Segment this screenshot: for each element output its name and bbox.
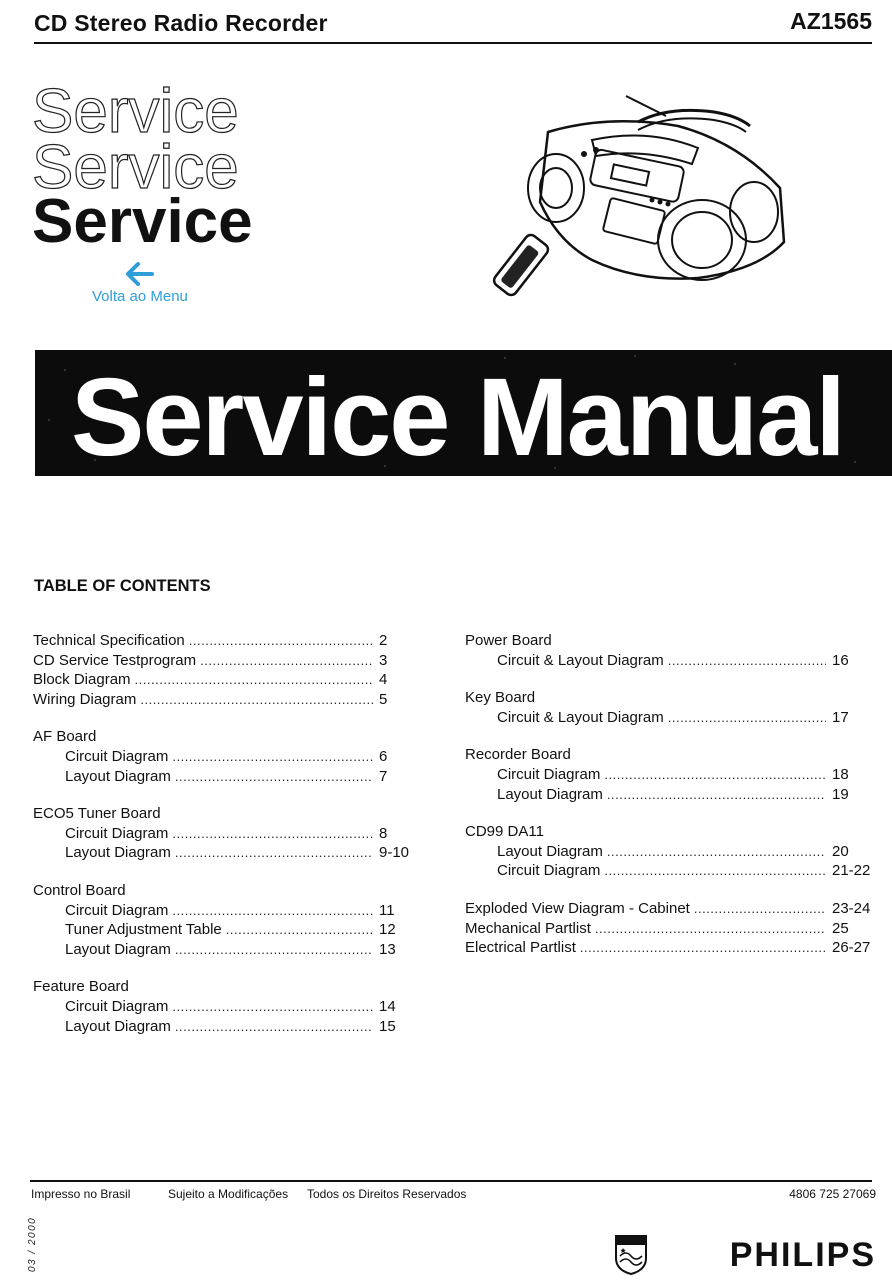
toc-dot-leader — [200, 651, 373, 671]
toc-entry-label[interactable]: Technical Specification — [33, 632, 185, 649]
toc-dot-leader — [175, 843, 373, 863]
toc-dot-leader — [668, 708, 826, 728]
toc-group — [465, 688, 878, 727]
toc-entry[interactable] — [465, 938, 878, 958]
toc-group-title: ECO5 Tuner Board — [33, 805, 161, 823]
footer-subject: Sujeito a Modificações — [168, 1187, 289, 1201]
toc-dot-leader — [580, 938, 826, 958]
toc-group-title: Key Board — [465, 689, 536, 707]
document-title: CD Stereo Radio Recorder — [34, 10, 328, 36]
service-outline-2: Service — [32, 133, 239, 202]
toc-entry[interactable] — [33, 670, 411, 690]
toc-entry-label[interactable]: Layout Diagram — [65, 767, 171, 785]
philips-shield-icon — [614, 1234, 648, 1276]
toc-entry[interactable] — [33, 651, 411, 671]
toc-group — [33, 727, 411, 786]
toc-group — [33, 631, 411, 709]
toc-group — [33, 881, 411, 959]
toc-entry-page: 25 — [832, 919, 849, 937]
toc-dot-leader — [175, 767, 373, 787]
toc-entry[interactable] — [33, 997, 411, 1017]
toc-entry-label[interactable]: Layout Diagram — [65, 1017, 171, 1035]
toc-dot-leader — [607, 785, 826, 805]
toc-dot-leader — [604, 861, 826, 881]
toc-entry[interactable] — [33, 747, 411, 767]
arrow-left-icon[interactable] — [126, 262, 154, 286]
toc-entry-page: 12 — [379, 921, 396, 939]
toc-heading: TABLE OF CONTENTS — [34, 577, 211, 595]
service-manual-banner — [35, 350, 892, 476]
service-solid: Service — [32, 187, 253, 256]
toc-entry-label[interactable]: Circuit Diagram — [65, 997, 169, 1015]
toc-entry[interactable] — [465, 708, 878, 728]
toc-entry[interactable] — [465, 651, 878, 671]
toc-entry-label[interactable]: Circuit Diagram — [65, 824, 169, 842]
toc-entry-page: 16 — [832, 651, 849, 669]
toc-entry[interactable] — [465, 899, 878, 919]
toc-entry[interactable] — [465, 765, 878, 785]
back-to-menu-label[interactable]: Volta ao Menu — [92, 288, 188, 305]
footer-document-code: 4806 725 27069 — [789, 1187, 876, 1201]
toc-entry-page: 18 — [832, 765, 849, 783]
toc-entry[interactable] — [33, 690, 411, 710]
toc-dot-leader — [604, 765, 826, 785]
boombox-remote-illustration — [488, 92, 788, 312]
toc-entry[interactable] — [465, 785, 878, 805]
toc-group — [465, 822, 878, 881]
toc-dot-leader — [189, 631, 373, 651]
toc-dot-leader — [175, 1017, 373, 1037]
toc-entry-label[interactable]: Tuner Adjustment Table — [65, 921, 222, 939]
footer-divider — [30, 1180, 872, 1182]
toc-entry-page: 14 — [379, 997, 396, 1015]
toc-entry-label[interactable]: Block Diagram — [33, 671, 131, 689]
toc-entry-page: 23-24 — [832, 899, 871, 917]
toc-entry-page: 15 — [379, 1017, 396, 1035]
toc-entry-page: 5 — [379, 690, 388, 708]
toc-group-title: Feature Board — [33, 978, 129, 996]
model-number: AZ1565 — [790, 8, 872, 34]
back-to-menu-link[interactable] — [92, 262, 212, 305]
toc-left-column — [33, 631, 411, 1054]
toc-dot-leader — [175, 940, 373, 960]
toc-entry[interactable] — [33, 843, 411, 863]
toc-entry-page: 4 — [379, 671, 388, 689]
toc-entry[interactable] — [33, 824, 411, 844]
toc-group — [465, 745, 878, 804]
toc-entry-page: 26-27 — [832, 939, 871, 957]
toc-entry[interactable] — [33, 940, 411, 960]
toc-entry-label[interactable]: Layout Diagram — [497, 785, 603, 803]
toc-entry[interactable] — [33, 901, 411, 921]
banner-title: Service Manual — [71, 356, 844, 476]
service-outline-1: Service — [32, 77, 239, 146]
philips-logo: PHILIPS — [729, 1236, 876, 1274]
toc-entry-page: 11 — [379, 901, 395, 919]
toc-entry-label[interactable]: Circuit Diagram — [497, 765, 601, 783]
toc-entry-label[interactable]: Layout Diagram — [65, 940, 171, 958]
toc-entry-page: 19 — [832, 785, 849, 803]
toc-entry-label[interactable]: Exploded View Diagram - Cabinet — [465, 899, 690, 917]
footer-printed: Impresso no Brasil — [31, 1187, 131, 1201]
toc-entry-page: 17 — [832, 708, 849, 726]
toc-entry-label[interactable]: Circuit Diagram — [497, 862, 601, 880]
toc-dot-leader — [172, 824, 373, 844]
toc-entry[interactable] — [465, 861, 878, 881]
toc-dot-leader — [140, 690, 373, 710]
toc-entry-page: 8 — [379, 824, 388, 842]
toc-entry[interactable] — [465, 919, 878, 939]
toc-entry-label[interactable]: Electrical Partlist — [465, 939, 576, 957]
toc-group — [33, 977, 411, 1036]
toc-entry-page: 9-10 — [379, 844, 410, 862]
footer-rights: Todos os Direitos Reservados — [307, 1187, 467, 1201]
toc-entry-page: 13 — [379, 940, 396, 958]
toc-group — [33, 804, 411, 863]
toc-group-title: Power Board — [465, 632, 552, 649]
toc-group-title: Control Board — [33, 881, 126, 899]
toc-group-title: CD99 DA11 — [465, 823, 544, 841]
toc-entry-label[interactable]: Circuit Diagram — [65, 901, 169, 919]
toc-dot-leader — [668, 651, 826, 671]
toc-entry-page: 7 — [379, 767, 388, 785]
toc-dot-leader — [595, 919, 826, 939]
toc-group — [465, 899, 878, 958]
toc-dot-leader — [226, 920, 373, 940]
date-stamp: 03 / 2000 — [27, 1216, 38, 1272]
toc-entry-page: 3 — [379, 651, 388, 669]
toc-entry-label[interactable]: Circuit & Layout Diagram — [497, 708, 664, 726]
header-divider — [34, 42, 872, 44]
toc-entry-page: 20 — [832, 842, 849, 860]
toc-group — [465, 631, 878, 670]
toc-entry-label[interactable]: CD Service Testprogram — [33, 651, 197, 669]
toc-dot-leader — [172, 747, 373, 767]
toc-entry-label[interactable]: Layout Diagram — [497, 842, 603, 860]
toc-entry-page: 6 — [379, 747, 388, 765]
toc-dot-leader — [172, 901, 373, 921]
toc-entry[interactable] — [33, 631, 411, 651]
toc-entry-label[interactable]: Circuit & Layout Diagram — [497, 651, 664, 669]
toc-right-column — [465, 631, 878, 976]
toc-entry-page: 21-22 — [832, 862, 871, 880]
toc-entry-page: 2 — [379, 632, 388, 649]
toc-entry[interactable] — [33, 920, 411, 940]
toc-dot-leader — [172, 997, 373, 1017]
toc-dot-leader — [607, 842, 826, 862]
toc-group-title: Recorder Board — [465, 746, 571, 764]
toc-group-title: AF Board — [33, 728, 97, 746]
toc-entry[interactable] — [33, 767, 411, 787]
toc-dot-leader — [135, 670, 373, 690]
toc-dot-leader — [694, 899, 826, 919]
toc-entry-label[interactable]: Mechanical Partlist — [465, 919, 591, 937]
toc-entry-label[interactable]: Layout Diagram — [65, 844, 171, 862]
toc-entry-label[interactable]: Circuit Diagram — [65, 747, 169, 765]
toc-entry-label[interactable]: Wiring Diagram — [33, 690, 137, 708]
toc-entry[interactable] — [33, 1017, 411, 1037]
toc-entry[interactable] — [465, 842, 878, 862]
